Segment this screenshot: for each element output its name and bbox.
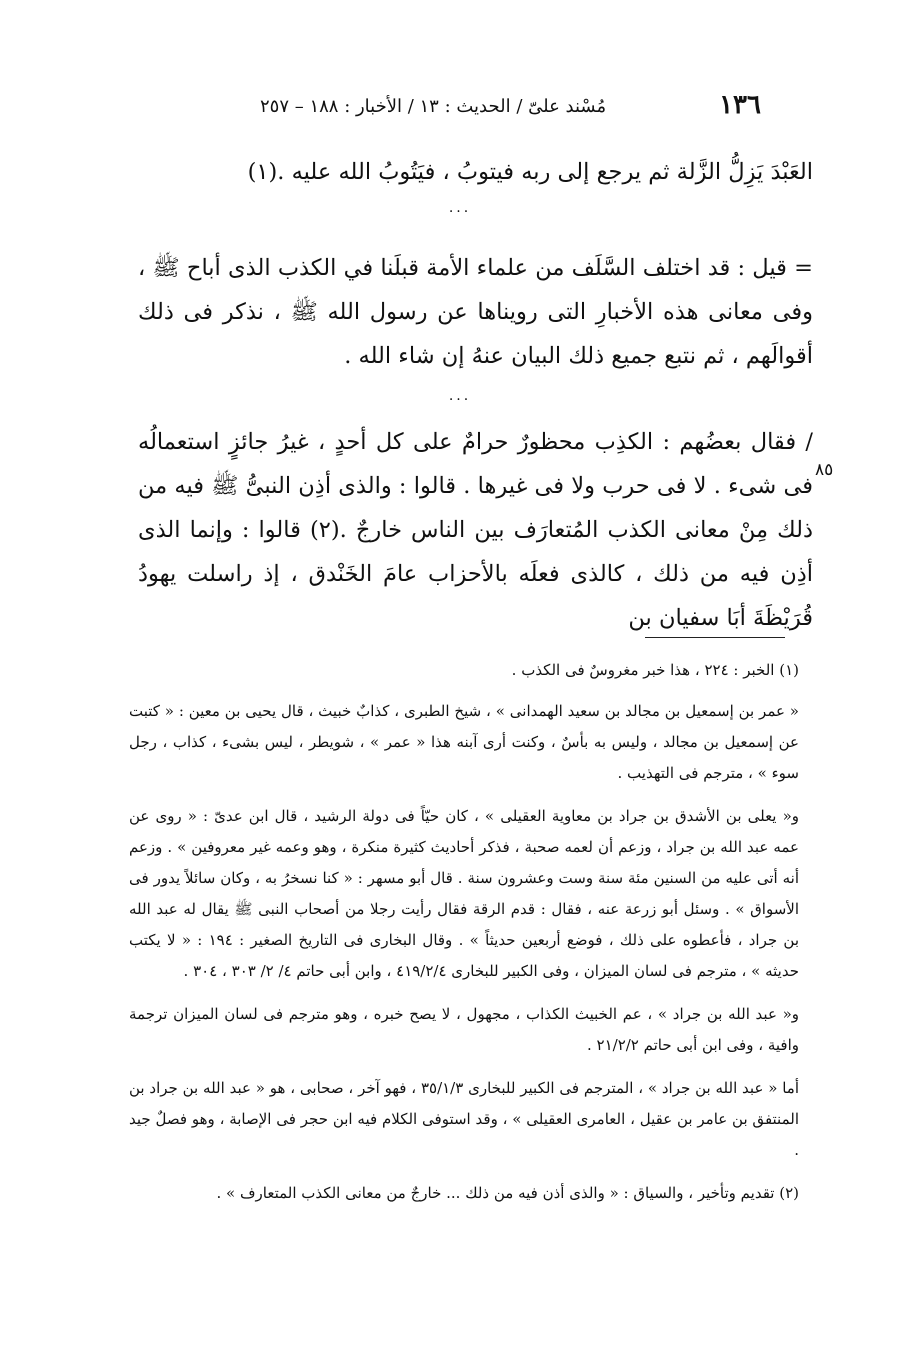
paragraph-3: / فقال بعضُهم : الكذِب محظورٌ حرامٌ على كل أحدٍ ، غيرُ جائزٍ استعمالُه فى شىء . لا فى حرب ولا فى غيرها . قالوا : والذى أذِن النبىُّ ﷺ فيه من ذلك مِنْ معانى الكذب المُتعارَف بين الناس خارجٌ .(٢) قالوا : وإنما الذى أذِن فيه من ذلك ، كالذى فعلَه بالأحزاب عامَ الخَنْدق ، إذ راسلت يهودُ قُرَيْظَةَ أبَا سفيان بن [138,429,813,631]
page-number: ١٣٦ [719,90,761,120]
footnote-note: « عمر بن إسمعيل بن مجالد بن سعيد الهمدانى » ، شيخ الطبرى ، كذابٌ خبيث ، قال يحيى بن معين : « كتبت عن إسمعيل بن مجالد ، وليس به بأسٌ ، وكنت أرى آبنه هذا « عمر » ، شويطر ، ليس بشىء ، كذاب ، رجل سوء » ، مترجم فى التهذيب . [129,702,799,782]
footnote-note: و« عبد الله بن جراد » ، عم الخبيث الكذاب ، مجهول ، لا يصح خبره ، وهو مترجم فى لسان الميزان ترجمة وافية ، وفى ابن أبى حاتم ٢١/٢/٢ . [129,1005,799,1054]
margin-number: ٨٥ [815,460,834,480]
running-title: مُسْند علىّ / الحديث : ١٣ / الأخبار : ١٨٨ – ٢٥٧ [260,96,607,117]
paragraph-1: العَبْدَ يَزِلُّ الزَّلة ثم يرجع إلى ربه فيتوبُ ، فيَتُوبُ الله عليه .(١) [247,159,813,185]
footnote-rule [645,637,785,638]
footnotes [129,655,799,1221]
paragraph-2: = قيل : قد اختلف السَّلَف من علماء الأمة قبلَنا في الكذب الذى أباح ﷺ ، وفى معانى هذه الأخبارِ التى رويناها عن رسول الله ﷺ ، نذكر فى ذلك أقوالَهم ، ثم نتبع جميع ذلك البيان عنهُ إن شاء الله . [138,255,813,369]
footnote-2: (٢) تقديم وتأخير ، والسياق : « والذى أذن فيه من ذلك ... خارجٌ من معانى الكذب المتعارف » . [216,1184,799,1202]
footnote-note: و« يعلى بن الأشدق بن جراد بن معاوية العقيلى » ، كان حيّاً فى دولة الرشيد ، قال ابن عدىّ : « روى عن عمه عبد الله بن جراد ، وزعم أن لعمه صحبة ، فذكر أحاديث كثيرة منكرة ، وهو وعمه غير معروفين » . وزعم أنه أتى عليه من السنين مئة سنة وست وعشرون سنة . قال أبو مسهر : « كنا نسخرُ به ، وكان سائلاً يدور فى الأسواق » . وسئل أبو زرعة عنه ، فقال : قدم الرقة فقال رأيت رجلا من أصحاب النبى ﷺ يقال له عبد الله بن جراد ، فأعطوه على ذلك ، فوضع أربعين حديثاً » . وقال البخارى فى التاريخ الصغير : ١٩٤ : « لا يكتب حديثه » ، مترجم فى لسان الميزان ، وفى الكبير للبخارى ٤١٩/٢/٤ ، وابن أبى حاتم ٤/ ٢/ ٣٠٣ ، ٣٠٤ . [129,807,799,980]
footnote-1: (١) الخبر : ٢٢٤ ، هذا خبر مغروسٌ فى الكذب . [511,661,799,679]
section-separator: ... [448,388,472,404]
page-header [150,90,761,126]
footnote-note: أما « عبد الله بن جراد » ، المترجم فى الكبير للبخارى ٣٥/١/٣ ، فهو آخر ، صحابى ، هو « عبد الله بن جراد بن المنتفق بن عامر بن عقيل ، العامرى العقيلى » ، وقد استوفى الكلام فيه ابن حجر فى الإصابة ، وهو فصلٌ جيد . [129,1079,800,1159]
section-separator: ... [448,200,472,216]
